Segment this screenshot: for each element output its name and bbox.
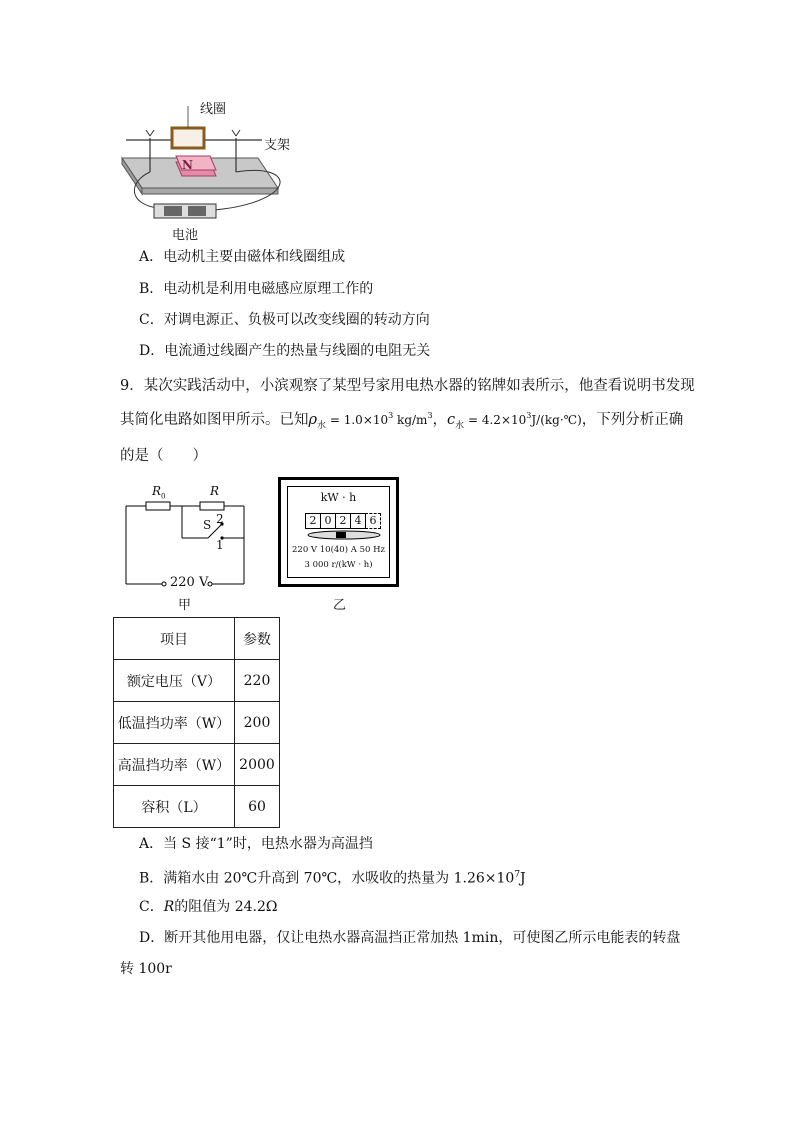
table-header-cell: 参数 [235,618,280,660]
table-row [114,786,280,828]
q9-stem-line3: 的是（ ） [120,448,207,464]
r0-label [152,484,166,500]
rho-unit: kg/m [393,413,428,427]
q9-stem-line1: 9．某次实践活动中，小滨观察了某型号家用电热水器的铭牌如表所示，他查看说明书发现 [120,378,695,394]
meter-digit: 4 [350,513,366,529]
voltage-label: 220 V [170,575,209,590]
table-cell: 200 [235,702,280,744]
table-cell: 额定电压（V） [114,660,235,702]
meter-digit: 2 [305,513,321,529]
battery-label: 电池 [172,228,199,243]
meter-face [287,486,390,578]
r0-subscript: 0 [161,492,166,501]
q9-line2-end: ，下列分析正确 [581,412,684,428]
motor-figure [118,92,298,242]
q9-option-a: A．当 S 接“1”时，电热水器为高温挡 [139,836,373,852]
rho-subscript: 水 [317,420,327,431]
q8-option-a: A．电动机主要由磁体和线圈组成 [139,249,346,265]
q9-option-c-text: 的阻值为 24.2Ω [174,899,278,915]
table-row [114,702,280,744]
parameters-table [113,617,280,828]
q9-line2-start: 其简化电路如图甲所示。已知 [120,412,309,428]
table-row [114,660,280,702]
q8-option-c: C．对调电源正、负极可以改变线圈的转动方向 [139,312,430,328]
meter-digit-decimal: 6 [365,513,381,529]
table-cell: 低温挡功率（W） [114,702,235,744]
meter-digit: 0 [320,513,336,529]
table-header-cell: 项目 [114,618,235,660]
table-cell: 高温挡功率（W） [114,744,235,786]
table-header-row [114,618,280,660]
rho-unit-exponent: 3 [427,411,433,421]
meter-unit: kW · h [320,491,357,504]
q9-option-b-unit: J [520,870,526,887]
rho-symbol: ρ [308,412,318,428]
q9-option-d-line2: 转 100r [120,961,172,977]
energy-meter [278,477,399,587]
circuit-diagram-svg [118,484,258,610]
rho-exponent: 3 [388,411,394,421]
meter-counter [305,509,380,529]
q9-option-b [139,865,526,889]
c-subscript: 水 [455,420,465,431]
q9-option-b-text: B．满箱水由 20℃升高到 70℃，水吸收的热量为 1.26×10 [139,870,515,887]
stand-label: 支架 [264,138,291,153]
meter-spec-1: 220 V 10(40) A 50 Hz [292,545,385,555]
meter-disc-icon [306,529,382,541]
meter-spec-2: 3 000 r/(kW · h) [304,560,373,570]
q8-option-d: D．电流通过线圈产生的热量与线圈的电阻无关 [139,343,431,359]
c-symbol: c [447,412,456,428]
circuit-caption: 甲 [178,598,192,613]
table-cell: 2000 [235,744,280,786]
table-cell: 容积（L） [114,786,235,828]
table-cell: 220 [235,660,280,702]
magnet-letter: N [182,158,193,172]
switch-pos2: 2 [216,512,224,526]
q9-option-c-symbol: R [163,899,175,915]
c-value: = 4.2×10 [464,413,527,427]
q9-option-c [139,897,278,917]
r-label: R [210,484,220,498]
switch-pos1: 1 [216,538,224,552]
table-cell: 60 [235,786,280,828]
circuit-figure [118,484,258,613]
comma: ， [432,412,448,428]
meter-digit: 2 [335,513,351,529]
r0-letter: R [152,484,162,498]
q9-option-b-exponent: 7 [514,870,521,880]
switch-label: S [203,518,212,532]
c-exponent: 3 [526,411,532,421]
c-unit: J/(kg·℃) [531,413,582,427]
q9-stem-line2 [120,408,683,431]
coil-label: 线圈 [200,102,227,117]
q8-option-b: B．电动机是利用电磁感应原理工作的 [139,281,374,297]
q9-option-c-prefix: C． [139,899,164,915]
rho-value: = 1.0×10 [326,413,389,427]
q9-option-d-line1: D．断开其他用电器，仅让电热水器高温挡正常加热 1min，可使图乙所示电能表的转盘 [139,930,681,946]
table-row [114,744,280,786]
meter-caption: 乙 [333,598,347,613]
